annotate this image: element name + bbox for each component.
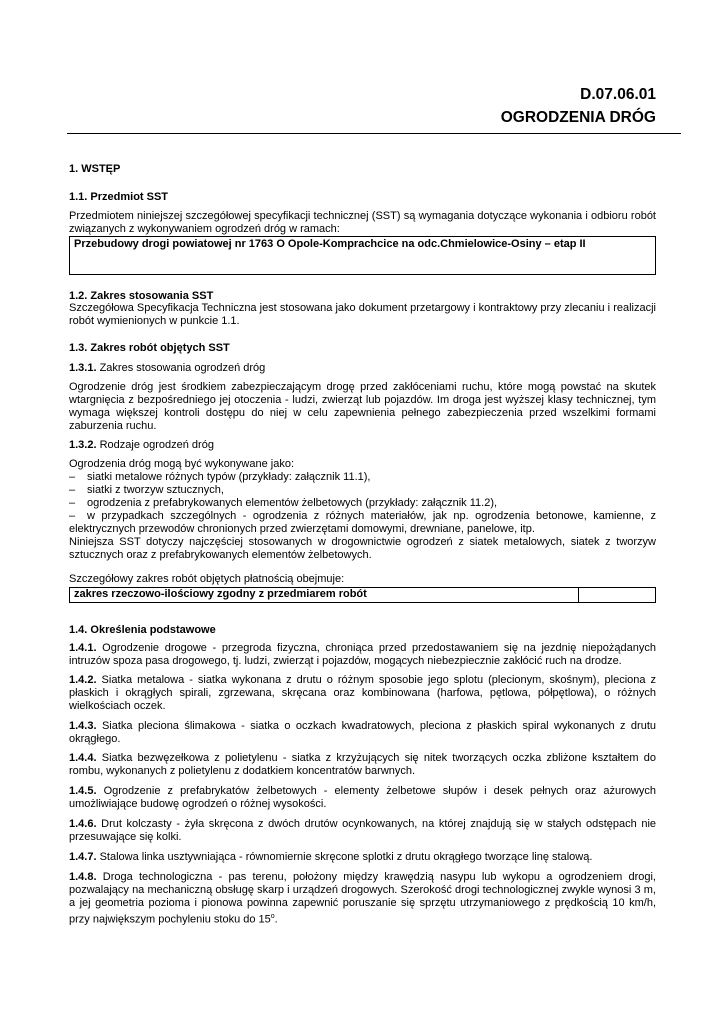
- section-1-2-text: Szczegółowa Specyfikacja Techniczna jest stosowana jako dokument przetargowy i kontraktowy przy zlecaniu i realizacji robót wymienionych w punkcie 1.1.: [69, 302, 656, 327]
- list-item-text: w przypadkach szczególnych - ogrodzenia z różnych materiałów, jak np. ogrodzenia betonowe, kamienne, z elektrycznych przewodów chronionych przed zwierzętami domowymi, drewniane, panelowe, itp.: [69, 510, 656, 535]
- definition-1-4-5: [69, 785, 656, 811]
- definition-end-period: .: [274, 913, 278, 926]
- definition-number: 1.4.2.: [69, 674, 97, 686]
- definition-number: 1.4.1.: [69, 642, 97, 654]
- fence-type-list: [69, 471, 656, 536]
- definition-text: Stalowa linka usztywniająca - równomiernie skręcone splotki z drutu okrągłego tworzące linę stalową.: [96, 851, 593, 863]
- definition-1-4-2: [69, 674, 656, 713]
- list-item-text: siatki z tworzyw sztucznych,: [87, 484, 224, 496]
- list-item: [69, 510, 656, 536]
- definition-text: Ogrodzenie drogowe - przegroda fizyczna, chroniąca przed przedostawaniem się na jezdnię niepożądanych intruzów spoza pasa drogowego, tj. ludzi, zwierząt i pojazdów, mogących niebezpiecznie zakłócić ruch na drodze.: [69, 642, 656, 667]
- definition-text: Droga technologiczna - pas terenu, położony między krawędzią nasypu lub wykopu a ogrodzeniem drogi, pozwalający na mechaniczną obsługę skarp i urządzeń drogowych. Szerokość drogi technologicznej zwykle wynosi 3 m, a jej geometria pozioma i pionowa powinna zapewnić poruszanie się sprzętu utrzymaniowego z prędkością 10 km/h, przy największym pochyleniu stoku do 15: [69, 871, 656, 926]
- section-1-1-heading: 1.1. Przedmiot SST: [69, 191, 169, 203]
- section-1-3-2-intro: Ogrodzenia dróg mogą być wykonywane jako:: [69, 458, 295, 470]
- definition-number: 1.4.6.: [69, 818, 97, 830]
- list-item: [69, 484, 656, 497]
- section-1-1-text: Przedmiotem niniejszej szczegółowej specyfikacji technicznej (SST) są wymagania dotyczące wykonania i odbioru robót związanych z wykonywaniem ogrodzeń dróg w ramach:: [69, 210, 656, 235]
- definition-text: Ogrodzenie z prefabrykatów żelbetowych - elementy żelbetowe słupów i desek pełnych oraz ażurowych umożliwiające budowę ogrodzeń o różnej wysokości.: [69, 785, 656, 810]
- section-1-2-heading: 1.2. Zakres stosowania SST: [69, 290, 214, 302]
- definition-text: Siatka bezwęzełkowa z polietylenu - siatka z krzyżujących się nitek tworzących oczka zbliżone kształtem do rombu, wykonanych z polietylenu z dodatkiem koncentratów barwnych.: [69, 752, 656, 777]
- definition-1-4-4: [69, 752, 656, 778]
- definition-number: 1.4.3.: [69, 720, 97, 732]
- section-1-3-2-title: Rodzaje ogrodzeń dróg: [96, 439, 214, 451]
- definition-1-4-6: [69, 818, 656, 844]
- scope-intro: Szczegółowy zakres robót objętych płatnością obejmuje:: [69, 573, 345, 585]
- project-box: [69, 236, 656, 275]
- header-divider: [67, 133, 681, 134]
- definition-number: 1.4.8.: [69, 871, 97, 883]
- section-1-heading: 1. WSTĘP: [69, 163, 121, 175]
- definition-1-4-3: [69, 720, 656, 746]
- document-title: OGRODZENIA DRÓG: [500, 109, 656, 126]
- document-code: D.07.06.01: [580, 86, 656, 103]
- definition-text: Siatka pleciona ślimakowa - siatka o oczkach kwadratowych, pleciona z płaskich spiral wykonanych z drutu okrągłego.: [69, 720, 656, 745]
- list-item-text: ogrodzenia z prefabrykowanych elementów żelbetowych (przykłady: załącznik 11.2),: [87, 497, 498, 509]
- section-1-3-1-text: Ogrodzenie dróg jest środkiem zabezpieczającym drogę przed zakłóceniami ruchu, które mogą powstać na skutek wtargnięcia z bezpośredniego jej otoczenia - ludzi, zwierząt lub pojazdów. Im droga jest wyższej klasy technicznej, tym wymaga większej kontroli dostępu do niej w celu zapewnienia pełnego zabezpieczenia przed wszelkimi formami zaburzenia ruchu.: [69, 381, 656, 432]
- degree-superscript: o: [270, 913, 275, 920]
- scope-cell: zakres rzeczowo-ilościowy zgodny z przedmiarem robót: [74, 588, 367, 600]
- list-dash: –: [69, 510, 76, 522]
- definition-1-4-8: [69, 871, 656, 927]
- definition-1-4-1: [69, 642, 656, 668]
- section-1-3-2-after: Niniejsza SST dotyczy najczęściej stosowanych w drogownictwie ogrodzeń z siatek metalowych, siatek z tworzyw sztucznych oraz z prefabrykowanych elementów żelbetowych.: [69, 536, 656, 561]
- section-1-3-2-number: 1.3.2.: [69, 439, 97, 451]
- scope-table: [69, 587, 656, 603]
- definition-text: Drut kolczasty - żyła skręcona z dwóch drutów ocynkowanych, na której znajdują się w stałych odstępach nie przesuwające się kolki.: [69, 818, 656, 843]
- section-1-3-heading: 1.3. Zakres robót objętych SST: [69, 342, 230, 354]
- definition-number: 1.4.5.: [69, 785, 97, 797]
- section-1-3-1-heading: [69, 362, 656, 375]
- definition-number: 1.4.4.: [69, 752, 97, 764]
- list-item-text: siatki metalowe różnych typów (przykłady: załącznik 11.1),: [87, 471, 371, 483]
- project-name: Przebudowy drogi powiatowej nr 1763 O Opole-Komprachcice na odc.Chmielowice-Osiny – etap II: [74, 238, 586, 250]
- section-1-3-1-number: 1.3.1.: [69, 362, 97, 374]
- scope-cell-divider: [578, 588, 579, 602]
- list-dash: –: [69, 484, 76, 496]
- definition-text: Siatka metalowa - siatka wykonana z drutu o różnym sposobie jego splotu (plecionym, skośnym), pleciona z płaskich i okrągłych spirali, zgrzewana, skręcana oraz kombinowana (harfowa, pętlowa, półpętlowa), o różnych wielkościach oczek.: [69, 674, 656, 712]
- definition-number: 1.4.7.: [69, 851, 97, 863]
- definition-1-4-7: [69, 851, 656, 864]
- section-1-3-1-title: Zakres stosowania ogrodzeń dróg: [96, 362, 266, 374]
- list-dash: –: [69, 471, 76, 483]
- section-1-3-2-heading: [69, 439, 656, 452]
- list-item: [69, 471, 656, 484]
- section-1-4-heading: 1.4. Określenia podstawowe: [69, 624, 216, 636]
- list-item: [69, 497, 656, 510]
- list-dash: –: [69, 497, 76, 509]
